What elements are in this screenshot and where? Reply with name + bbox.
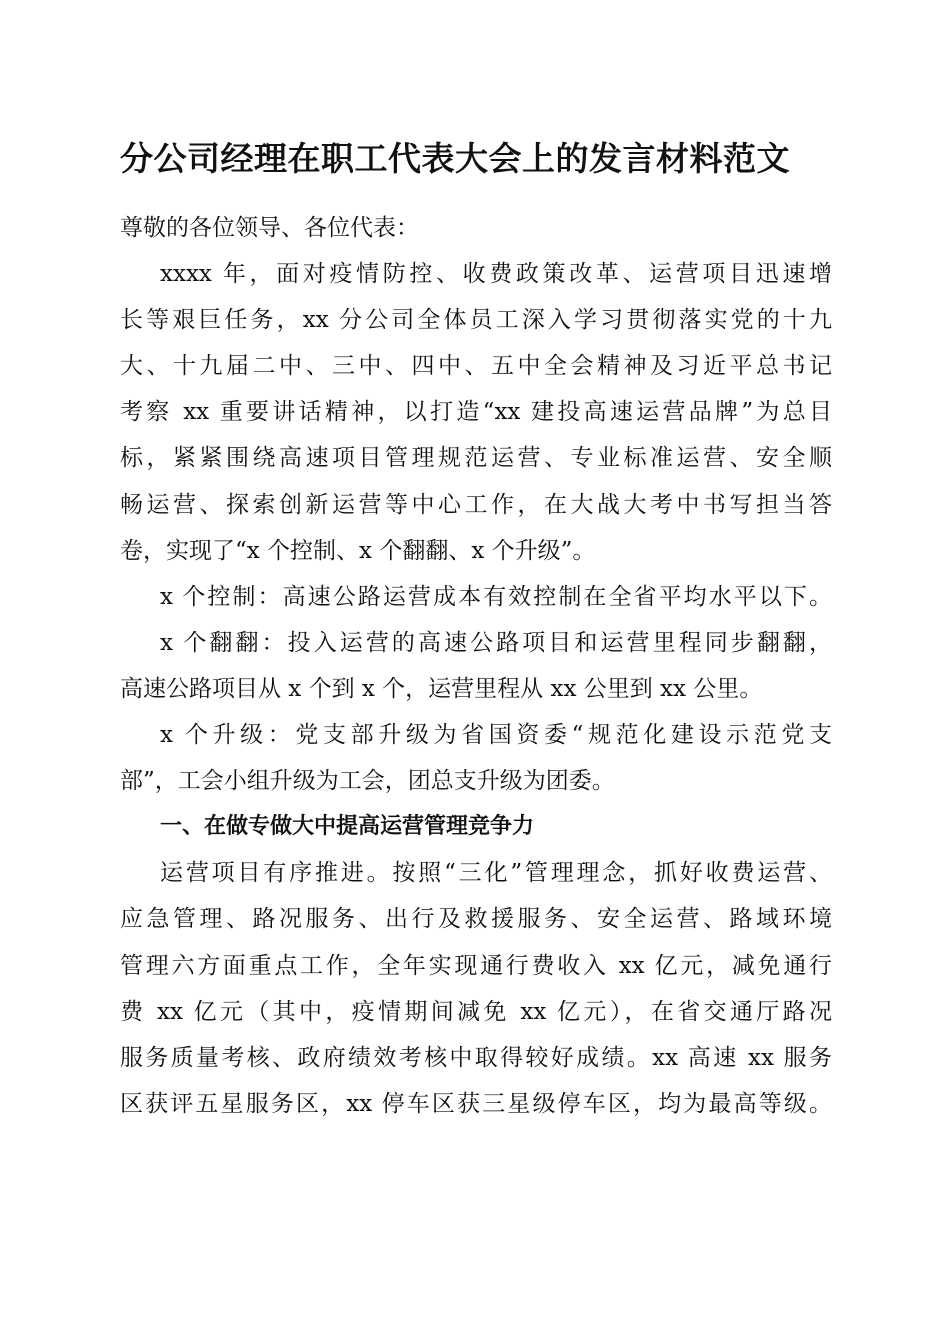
paragraph-line: 高速公路项目从 x 个到 x 个，运营里程从 xx 公里到 xx 公里。	[120, 675, 763, 702]
paragraph-line: 区获评五星服务区，xx 停车区获三星级停车区，均为最高等级。	[120, 1090, 832, 1117]
paragraph-line: x 个翻翻：投入运营的高速公路项目和运营里程同步翻翻，	[160, 629, 832, 656]
paragraph-line: 大、十九届二中、三中、四中、五中全会精神及习近平总书记	[120, 353, 832, 380]
document-body	[120, 205, 832, 1127]
paragraph-line: 考察 xx 重要讲话精神，以打造“xx 建投高速运营品牌”为总目	[120, 399, 832, 426]
paragraph-line: x 个控制：高速公路运营成本有效控制在全省平均水平以下。	[160, 583, 832, 610]
paragraph-line: 服务质量考核、政府绩效考核中取得较好成绩。xx 高速 xx 服务	[120, 1044, 832, 1071]
paragraph-line: 卷，实现了“x 个控制、x 个翻翻、x 个升级”。	[120, 537, 596, 564]
paragraph-line: xxxx 年，面对疫情防控、收费政策改革、运营项目迅速增	[160, 261, 832, 288]
paragraph-line: 应急管理、路况服务、出行及救援服务、安全运营、路域环境	[120, 906, 832, 933]
salutation-line: 尊敬的各位领导、各位代表：	[120, 215, 419, 241]
paragraph-line: 标，紧紧围绕高速项目管理规范运营、专业标准运营、安全顺	[120, 445, 832, 472]
paragraph-line: 部”，工会小组升级为工会，团总支升级为团委。	[120, 768, 615, 795]
paragraph-line: 长等艰巨任务，xx 分公司全体员工深入学习贯彻落实党的十九	[120, 307, 832, 334]
section-heading: 一、在做专做大中提高运营管理竞争力	[160, 814, 535, 840]
paragraph-line: 畅运营、探索创新运营等中心工作，在大战大考中书写担当答	[120, 491, 832, 518]
document-title: 分公司经理在职工代表大会上的发言材料范文	[120, 139, 790, 178]
paragraph-line: 管理六方面重点工作，全年实现通行费收入 xx 亿元，减免通行	[120, 952, 832, 979]
paragraph-line: 费 xx 亿元（其中，疫情期间减免 xx 亿元），在省交通厅路况	[120, 998, 832, 1025]
paragraph-line: x 个升级：党支部升级为省国资委“规范化建设示范党支	[160, 722, 832, 749]
paragraph-line: 运营项目有序推进。按照“三化”管理理念，抓好收费运营、	[160, 860, 832, 887]
